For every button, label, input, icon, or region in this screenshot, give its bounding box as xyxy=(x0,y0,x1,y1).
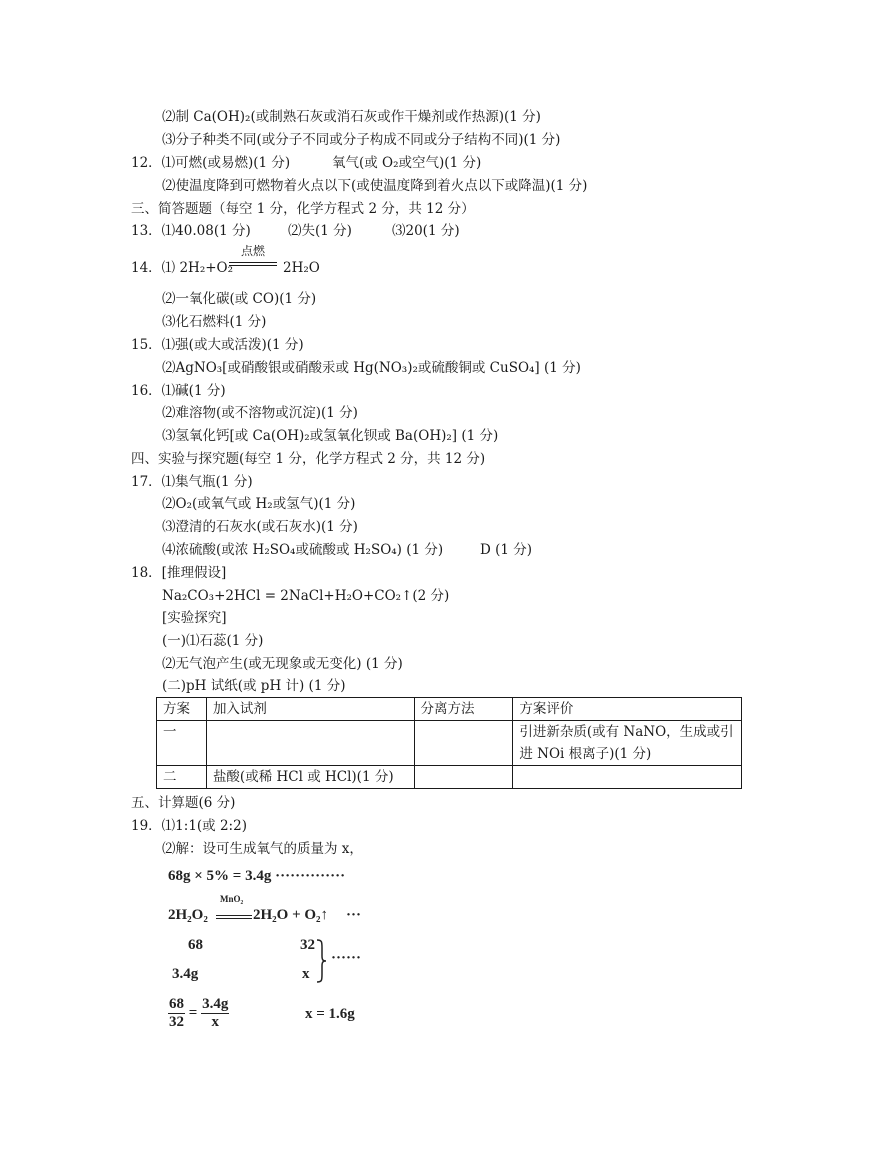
answer-line: ⑵制 Ca(OH)₂(或制熟石灰或消石灰或作干燥剂或作热源)(1 分) xyxy=(162,109,541,125)
answer-line: [实验探究] xyxy=(162,610,227,626)
answer-line: ⑶分子种类不同(或分子不同或分子构成不同或分子结构不同)(1 分) xyxy=(162,132,561,148)
answer-line: D (1 分) xyxy=(480,542,533,558)
section-heading: 三、简答题题（每空 1 分，化学方程式 2 分，共 12 分） xyxy=(131,201,475,217)
table-cell xyxy=(513,766,742,789)
answer-line: ⑵使温度降到可燃物着火点以下(或使温度降到着火点以下或降温)(1 分) xyxy=(162,178,588,194)
answer-line: 2H₂O xyxy=(283,260,320,276)
fraction-denominator: 32 xyxy=(169,1014,184,1030)
answer-line: ⑶20(1 分) xyxy=(392,223,460,239)
solution-step: 68g × 5% = 3.4g ·············· xyxy=(168,868,346,884)
answer-line: 14．⑴ 2H₂+O₂ xyxy=(131,260,234,276)
section-heading: 四、实验与探究题(每空 1 分，化学方程式 2 分，共 12 分) xyxy=(131,451,486,467)
table-cell: 盐酸(或稀 HCl 或 HCl)(1 分) xyxy=(206,766,414,789)
catalyst-arrow xyxy=(216,894,252,927)
scheme-table xyxy=(156,697,742,789)
table-header-row xyxy=(157,698,742,721)
answer-line: (二)pH 试纸(或 pH 计) (1 分) xyxy=(162,678,346,694)
answer-line: ⑶化石燃料(1 分) xyxy=(162,314,267,330)
solution-result: x = 1.6g xyxy=(305,1006,355,1022)
reaction-arrow xyxy=(229,244,277,277)
answer-line: 19．⑴1:1(或 2:2) xyxy=(131,818,247,834)
solution-fraction xyxy=(168,996,229,1031)
solution-value: 3.4g xyxy=(172,966,199,982)
solution-value: 68 xyxy=(188,937,203,953)
table-row xyxy=(157,766,742,789)
answer-line: ⑵无气泡产生(或无现象或无变化) (1 分) xyxy=(162,656,403,672)
reaction-condition: 点燃 xyxy=(240,244,265,258)
answer-line: ⑵O₂(或氧气或 H₂或氢气)(1 分) xyxy=(162,496,356,512)
answer-line: 16．⑴碱(1 分) xyxy=(131,383,226,399)
table-header: 分离方法 xyxy=(414,698,513,721)
solution-value: x xyxy=(302,966,310,982)
answer-line: 17．⑴集气瓶(1 分) xyxy=(131,474,253,490)
answer-line: ⑶澄清的石灰水(或石灰水)(1 分) xyxy=(162,519,358,535)
table-cell xyxy=(414,766,513,789)
curly-brace-icon xyxy=(315,938,327,984)
solution-equation: 2H₂O + O₂↑ xyxy=(253,907,329,923)
equals-sign: = xyxy=(188,1004,198,1021)
solution-value: 32 xyxy=(300,937,315,953)
table-header: 方案 xyxy=(157,698,207,721)
answer-line: ⑷浓硫酸(或浓 H₂SO₄或硫酸或 H₂SO₄) (1 分) xyxy=(162,542,444,558)
solution-equation: 2H₂O₂ xyxy=(168,907,208,923)
solution-dots: ······ xyxy=(331,950,362,966)
solution-dots: ··· xyxy=(346,907,362,923)
table-row xyxy=(157,721,742,766)
table-header: 方案评价 xyxy=(513,698,742,721)
answer-line: ⑶氢氧化钙[或 Ca(OH)₂或氢氧化钡或 Ba(OH)₂] (1 分) xyxy=(162,428,499,444)
answer-line: (一)⑴石蕊(1 分) xyxy=(162,633,264,649)
answer-line: ⑵难溶物(或不溶物或沉淀)(1 分) xyxy=(162,405,358,421)
table-cell: 二 xyxy=(157,766,207,789)
fraction-numerator: 3.4g xyxy=(202,996,229,1012)
answer-line: 12．⑴可燃(或易燃)(1 分) xyxy=(131,155,291,171)
table-cell xyxy=(414,721,513,766)
fraction-denominator: x xyxy=(211,1014,219,1030)
answer-line: 15．⑴强(或大或活泼)(1 分) xyxy=(131,337,304,353)
answer-line: 13．⑴40.08(1 分) xyxy=(131,223,251,239)
catalyst-label: MnO₂ xyxy=(220,894,244,904)
answer-line: ⑵解：设可生成氧气的质量为 x， xyxy=(162,841,363,857)
answer-line: ⑵一氧化碳(或 CO)(1 分) xyxy=(162,291,317,307)
answer-line: ⑵失(1 分) xyxy=(288,223,352,239)
answer-line: 氧气(或 O₂或空气)(1 分) xyxy=(332,155,482,171)
table-cell xyxy=(206,721,414,766)
table-cell: 引进新杂质(或有 NaNO，生成或引进 NOi 根离子)(1 分) xyxy=(513,721,742,766)
fraction-numerator: 68 xyxy=(169,996,184,1012)
table-cell: 一 xyxy=(157,721,207,766)
answer-line: Na₂CO₃+2HCl = 2NaCl+H₂O+CO₂↑(2 分) xyxy=(162,588,450,604)
table-header: 加入试剂 xyxy=(206,698,414,721)
section-heading: 五、计算题(6 分) xyxy=(131,795,236,811)
answer-line: 18．[推理假设] xyxy=(131,565,227,581)
answer-line: ⑵AgNO₃[或硝酸银或硝酸汞或 Hg(NO₃)₂或硫酸铜或 CuSO₄] (1 分) xyxy=(162,360,581,376)
